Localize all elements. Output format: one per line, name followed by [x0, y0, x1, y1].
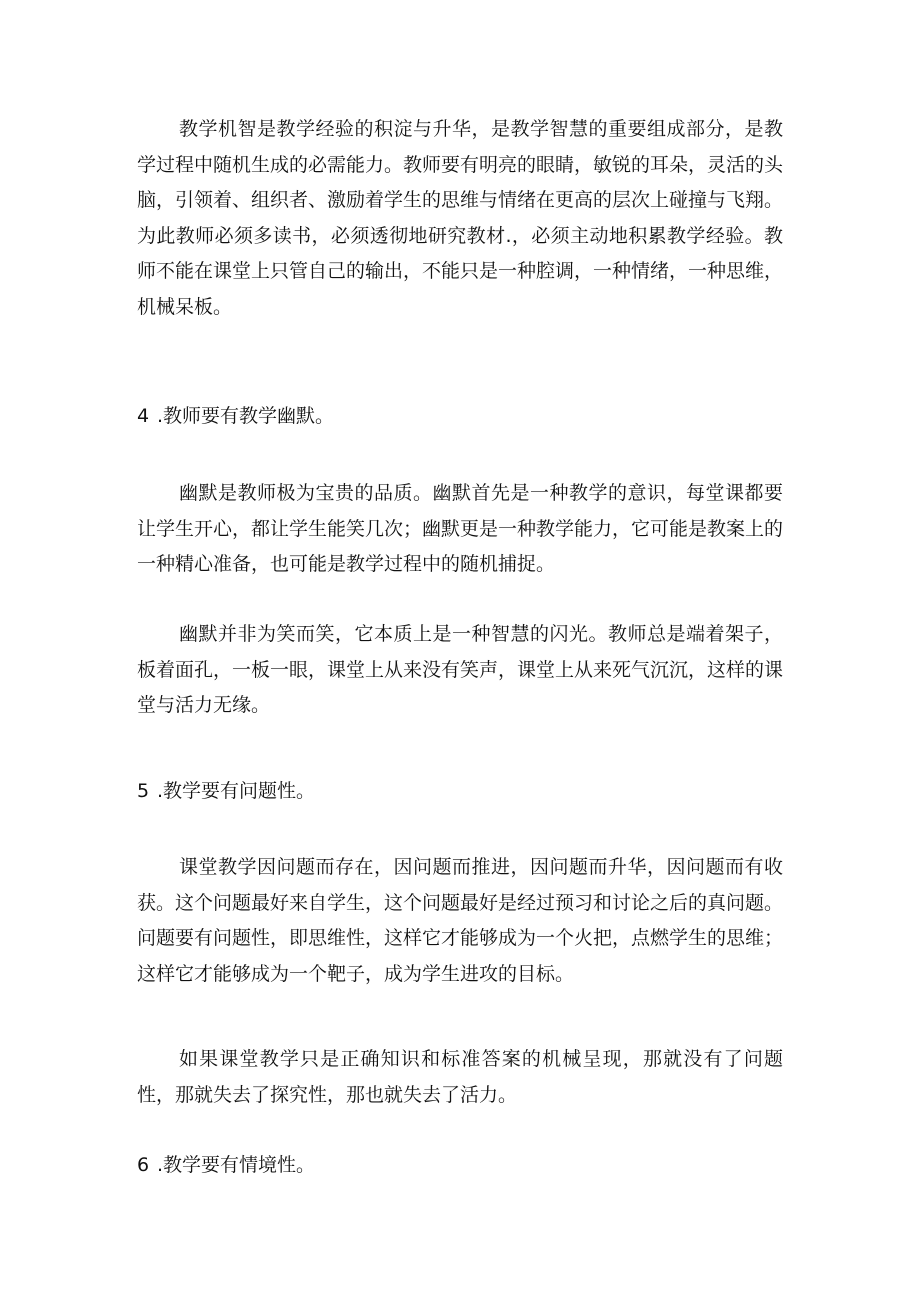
heading-4-text: .教师要有教学幽默。	[157, 405, 335, 427]
heading-6-number: 6	[137, 1154, 150, 1176]
heading-4-teaching-humor	[137, 402, 334, 430]
paragraph-humor-essence: 幽默并非为笑而笑，它本质上是一种智慧的闪光。教师总是端着架子，板着面孔，一板一眼，课堂上从来没有笑声，课堂上从来死气沉沉，这样的课堂与活力无缘。	[137, 623, 784, 717]
paragraph-mechanical-presentation: 如果课堂教学只是正确知识和标准答案的机械呈现，那就没有了问题性，那就失去了探究性，那也就失去了活力。	[137, 1048, 783, 1106]
heading-5-problem-oriented	[137, 777, 315, 805]
paragraph-humor-quality: 幽默是教师极为宝贵的品质。幽默首先是一种教学的意识，每堂课都要让学生开心，都让学生能笑几次；幽默更是一种教学能力，它可能是教案上的一种精心准备，也可能是教学过程中的随机捕捉。	[137, 482, 784, 576]
heading-5-text: .教学要有问题性。	[157, 780, 316, 802]
heading-5-number: 5	[137, 780, 150, 802]
heading-6-text: .教学要有情境性。	[157, 1154, 316, 1176]
heading-4-number: 4	[137, 405, 150, 427]
heading-6-situational	[137, 1151, 315, 1179]
paragraph-classroom-questions: 课堂教学因问题而存在，因问题而推进，因问题而升华，因问题而有收获。这个问题最好来自学生，这个问题最好是经过预习和讨论之后的真问题。问题要有问题性，即思维性，这样它才能够成为一个火把，点燃学生的思维；这样它才能够成为一个靶子，成为学生进攻的目标。	[137, 856, 784, 985]
paragraph-teaching-wit: 教学机智是教学经验的积淀与升华，是教学智慧的重要组成部分，是教学过程中随机生成的必需能力。教师要有明亮的眼睛，敏锐的耳朵，灵活的头脑，引领着、组织者、激励着学生的思维与情绪在更高的层次上碰撞与飞翔。为此教师必须多读书，必须透彻地研究教材.，必须主动地积累教学经验。教师不能在课堂上只管自己的输出，不能只是一种腔调，一种情绪，一种思维，机械呆板。	[137, 118, 784, 318]
